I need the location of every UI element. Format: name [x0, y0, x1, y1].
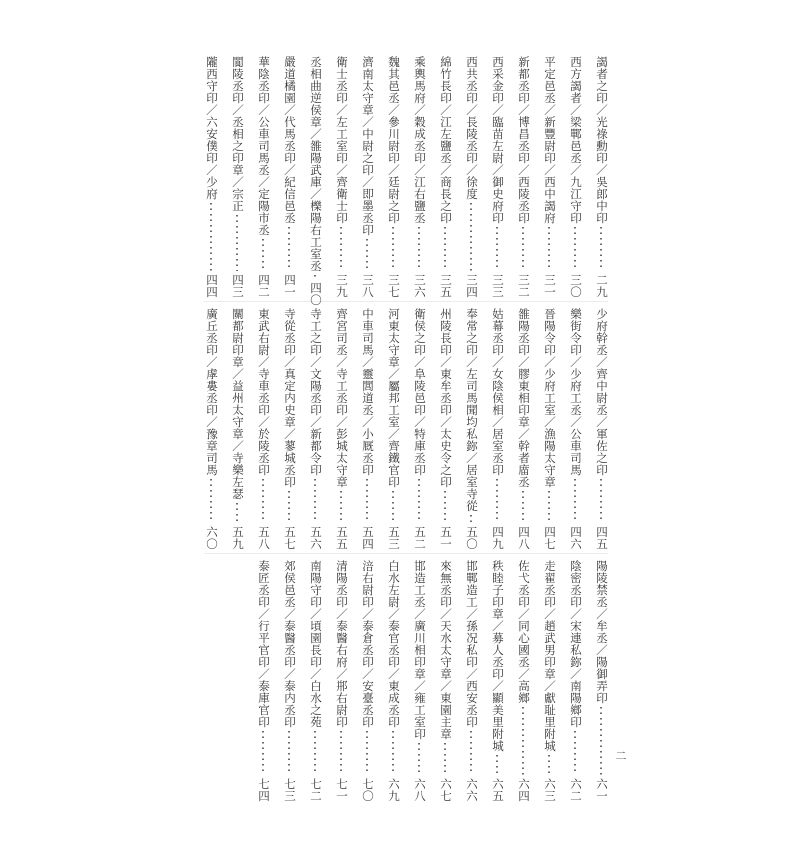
dot-leader [496, 479, 498, 523]
entry-seal-names: 閬陵丞印／丞相之印章／宗正 [231, 56, 243, 212]
dot-leader [470, 731, 472, 775]
toc-entry [360, 308, 374, 550]
entry-seal-names: 濟南太守章／中尉之印／即墨丞印 [361, 56, 373, 236]
toc-entry [230, 56, 244, 298]
dot-leader [262, 239, 264, 271]
toc-entry [386, 308, 400, 550]
entry-page-number: 三六 [413, 274, 425, 298]
toc-entry [490, 56, 504, 298]
dot-leader [444, 743, 446, 775]
entry-seal-names: 邯鄲造工／孫况私印／西安丞印 [465, 560, 477, 728]
dot-leader [522, 707, 524, 775]
entry-seal-names: 衛士丞印／左工室印／齊衛士印 [335, 56, 347, 224]
entry-page-number: 四三 [231, 274, 243, 298]
toc-entry [516, 56, 530, 298]
entry-page-number: 六四 [517, 778, 529, 802]
entry-page-number: 六六 [465, 778, 477, 802]
entry-page-number: 五六 [309, 526, 321, 550]
entry-page-number: 五九 [231, 526, 243, 550]
dot-leader [418, 743, 420, 775]
toc-block-2 [204, 308, 608, 554]
entry-seal-names: 河東太守章／屬邦工室／齊鐵官印 [387, 308, 399, 488]
dot-leader [600, 227, 602, 271]
toc-entry [412, 308, 426, 550]
dot-leader [236, 503, 238, 523]
entry-seal-names: 陰密丞印／宋連私鉨／南陽鄉印 [569, 560, 581, 728]
entry-page-number: 四五 [595, 526, 607, 550]
entry-seal-names: 隴西守印／六安僕印／少府 [205, 56, 217, 200]
toc-entry [594, 308, 608, 550]
entry-seal-names: 丞相曲逆侯章／雒陽武庫／櫟陽右工室丞 [309, 56, 321, 272]
dot-leader [210, 479, 212, 523]
dot-leader [600, 479, 602, 523]
entry-page-number: 七四 [257, 778, 269, 802]
dot-leader [236, 215, 238, 271]
entry-page-number: 六一 [595, 778, 607, 802]
entry-page-number: 六七 [439, 778, 451, 802]
entry-page-number: 三九 [335, 274, 347, 298]
dot-leader [288, 491, 290, 523]
entry-seal-names: 白水左尉／泰官丞印／東成丞印 [387, 560, 399, 728]
toc-entry [542, 56, 556, 298]
entry-seal-names: 乘輿馬府／穀成丞印／江右鹽丞 [413, 56, 425, 224]
dot-leader [366, 239, 368, 271]
entry-seal-names: 關都尉印章／益州太守章／寺樂左瑟 [231, 308, 243, 500]
toc-entry [282, 560, 296, 802]
toc-entry [282, 308, 296, 550]
entry-seal-names: 廣丘丞印／虖婁丞印／豫章司馬 [205, 308, 217, 476]
toc-entry [490, 560, 504, 802]
entry-seal-names: 西共丞印／長陵丞印／徐度 [465, 56, 477, 200]
entry-page-number: 七〇 [361, 778, 373, 802]
toc-entry [438, 560, 452, 802]
dot-leader [392, 491, 394, 523]
toc-entry [386, 56, 400, 298]
dot-leader [314, 275, 316, 279]
entry-seal-names: 奉常之印／左司馬聞均私鉨／居室寺從 [465, 308, 477, 512]
entry-seal-names: 南陽守印／頃園長印／白水之苑 [309, 560, 321, 728]
entry-seal-names: 謁者之印／光祿勳印／吳郎中印 [595, 56, 607, 224]
toc-area [204, 56, 608, 805]
entry-page-number: 四七 [543, 526, 555, 550]
toc-entry [308, 56, 322, 306]
dot-leader [288, 731, 290, 775]
entry-page-number: 四〇 [309, 282, 321, 306]
toc-entry [568, 560, 582, 802]
entry-seal-names: 魏其邑丞／參川尉印／廷尉之印 [387, 56, 399, 224]
toc-block-3 [204, 560, 608, 805]
dot-leader [314, 731, 316, 775]
entry-seal-names: 來無丞印／天水太守章／東園主章 [439, 560, 451, 740]
entry-seal-names: 東武右尉／寺車丞印／於陵丞印 [257, 308, 269, 476]
entry-page-number: 四六 [569, 526, 581, 550]
entry-page-number: 七三 [283, 778, 295, 802]
toc-entry [542, 560, 556, 802]
toc-entry [412, 56, 426, 298]
toc-entry [360, 56, 374, 298]
toc-entry [542, 308, 556, 550]
dot-leader [600, 707, 602, 775]
toc-entry [516, 308, 530, 550]
entry-seal-names: 邯造工丞／廣川相印章／雍工室印 [413, 560, 425, 740]
toc-entry [516, 560, 530, 802]
entry-page-number: 四八 [517, 526, 529, 550]
dot-leader [366, 479, 368, 523]
toc-entry [464, 308, 478, 550]
entry-page-number: 六五 [491, 778, 503, 802]
entry-seal-names: 陽陵禁丞／牟丞／陽御弄印 [595, 560, 607, 704]
entry-seal-names: 新都丞印／博昌丞印／西陵丞印 [517, 56, 529, 224]
toc-entry [568, 308, 582, 550]
dot-leader [548, 491, 550, 523]
dot-leader [574, 479, 576, 523]
dot-leader [392, 227, 394, 271]
toc-entry [464, 560, 478, 802]
toc-entry [594, 560, 608, 802]
entry-seal-names: 姑幕丞印／女陰侯相／居室丞印 [491, 308, 503, 476]
dot-leader [470, 203, 472, 271]
dot-leader [262, 479, 264, 523]
entry-seal-names: 華陰丞印／公車司馬丞／定陽市丞 [257, 56, 269, 236]
entry-page-number: 六二 [569, 778, 581, 802]
entry-seal-names: 涪右尉印／泰倉丞印／安臺丞印 [361, 560, 373, 728]
entry-page-number: 三〇 [569, 274, 581, 298]
entry-seal-names: 佐弋丞印／同心國丞／高鄉 [517, 560, 529, 704]
toc-entry [568, 56, 582, 298]
dot-leader [418, 227, 420, 271]
entry-page-number: 三四 [465, 274, 477, 298]
toc-entry [464, 56, 478, 298]
entry-seal-names: 綿竹長印／江左鹽丞／商長之印 [439, 56, 451, 224]
entry-page-number: 六九 [387, 778, 399, 802]
dot-leader [340, 227, 342, 271]
toc-entry [386, 560, 400, 802]
entry-page-number: 三二 [517, 274, 529, 298]
entry-page-number: 五五 [335, 526, 347, 550]
entry-page-number: 五一 [439, 526, 451, 550]
dot-leader [418, 479, 420, 523]
entry-page-number: 三三 [491, 274, 503, 298]
entry-page-number: 六三 [543, 778, 555, 802]
dot-leader [496, 227, 498, 271]
entry-seal-names: 西采金印／臨苗左尉／御史府印 [491, 56, 503, 224]
entry-page-number: 七一 [335, 778, 347, 802]
toc-entry [308, 308, 322, 550]
toc-entry [204, 308, 218, 550]
entry-seal-names: 樂街令印／少府工丞／公車司馬 [569, 308, 581, 476]
dot-leader [548, 755, 550, 775]
toc-entry [360, 560, 374, 802]
entry-seal-names: 走翟丞印／趙武男印章／獻耻里附城 [543, 560, 555, 752]
toc-entry [256, 560, 270, 802]
entry-seal-names: 郊侯邑丞／泰醫丞印／泰内丞印 [283, 560, 295, 728]
dot-leader [210, 203, 212, 271]
dot-leader [262, 731, 264, 775]
dot-leader [288, 227, 290, 271]
dot-leader [314, 479, 316, 523]
entry-seal-names: 少府幹丞／齊中尉丞／軍佐之印 [595, 308, 607, 476]
toc-entry [334, 308, 348, 550]
entry-seal-names: 雒陽丞印／膠東相印章／幹者庿丞 [517, 308, 529, 488]
entry-seal-names: 寺從丞印／真定内史章／蓼城丞印 [283, 308, 295, 488]
entry-seal-names: 嚴道橘園／代馬丞印／紀信邑丞 [283, 56, 295, 224]
dot-leader [574, 227, 576, 271]
entry-seal-names: 州陵長印／東牟丞印／太史令之印 [439, 308, 451, 488]
entry-seal-names: 泰匠丞印／行平官印／泰庫官印 [257, 560, 269, 728]
toc-block-1 [204, 56, 608, 306]
entry-seal-names: 中車司馬／靈閭道丞／小厩丞印 [361, 308, 373, 476]
folio-number: 二 [614, 750, 626, 762]
entry-seal-names: 晉陽令印／少府工室／漁陽太守章 [543, 308, 555, 488]
toc-entry [594, 56, 608, 298]
entry-page-number: 七二 [309, 778, 321, 802]
dot-leader [340, 731, 342, 775]
dot-leader [522, 491, 524, 523]
entry-page-number: 三七 [387, 274, 399, 298]
dot-leader [366, 731, 368, 775]
toc-entry [334, 560, 348, 802]
entry-page-number: 三一 [543, 274, 555, 298]
entry-page-number: 六〇 [205, 526, 217, 550]
entry-page-number: 四九 [491, 526, 503, 550]
entry-page-number: 四四 [205, 274, 217, 298]
dot-leader [574, 731, 576, 775]
toc-entry [282, 56, 296, 298]
entry-page-number: 二九 [595, 274, 607, 298]
toc-entry [230, 308, 244, 550]
entry-page-number: 五〇 [465, 526, 477, 550]
dot-leader [340, 491, 342, 523]
entry-page-number: 五四 [361, 526, 373, 550]
toc-entry [438, 308, 452, 550]
toc-entry [412, 560, 426, 802]
dot-leader [392, 731, 394, 775]
dot-leader [522, 227, 524, 271]
entry-page-number: 六八 [413, 778, 425, 802]
toc-entry [490, 308, 504, 550]
entry-seal-names: 平定邑丞／新豐尉印／西中謁府 [543, 56, 555, 224]
entry-seal-names: 寺工之印／文陽丞印／新都令印 [309, 308, 321, 476]
toc-entry [256, 56, 270, 298]
entry-page-number: 五二 [413, 526, 425, 550]
entry-page-number: 四二 [257, 274, 269, 298]
dot-leader [496, 755, 498, 775]
toc-entry [256, 308, 270, 550]
entry-page-number: 五八 [257, 526, 269, 550]
toc-entry [438, 56, 452, 298]
toc-entry [334, 56, 348, 298]
entry-seal-names: 齊宮司丞／寺工丞印／彭城太守章 [335, 308, 347, 488]
entry-page-number: 五三 [387, 526, 399, 550]
toc-entry [308, 560, 322, 802]
entry-page-number: 三八 [361, 274, 373, 298]
entry-page-number: 三五 [439, 274, 451, 298]
dot-leader [444, 227, 446, 271]
toc-entry [204, 56, 218, 298]
dot-leader [548, 227, 550, 271]
entry-seal-names: 清陽丞印／泰醫右府／郱右尉印 [335, 560, 347, 728]
entry-page-number: 四一 [283, 274, 295, 298]
entry-page-number: 五七 [283, 526, 295, 550]
dot-leader [444, 491, 446, 523]
entry-seal-names: 秩睦子印章／募人丞印／顯美里附城 [491, 560, 503, 752]
entry-seal-names: 衛侯之印／阜陵邑印／特庫丞印 [413, 308, 425, 476]
dot-leader [470, 515, 472, 523]
entry-seal-names: 西方謁者／梁鄲邑丞／九江守印 [569, 56, 581, 224]
